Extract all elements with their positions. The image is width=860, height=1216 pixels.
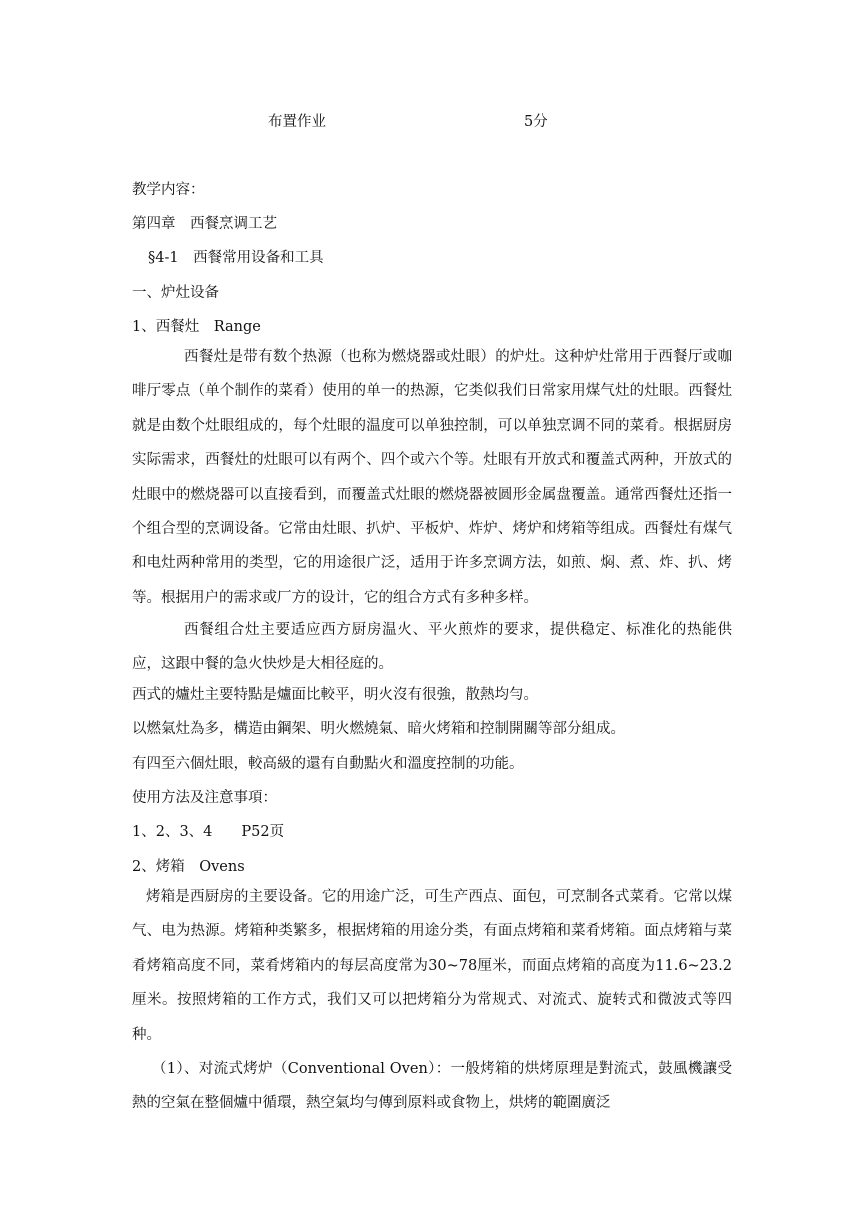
item2-title: 2、烤箱 Ovens <box>132 859 245 875</box>
chapter-heading: 第四章 西餐烹调工艺 <box>132 216 277 232</box>
item2-subitem-1: （1）、对流式烤炉（Conventional Oven）：一般烤箱的烘烤原理是對流式，鼓風機讓受熱的空氣在整個爐中循環，熱空氣均勻傳到原料或食物上，烘烤的範圍廣泛 <box>132 1061 732 1112</box>
item1-line-2: 以燃氣灶為多，構造由鋼架、明火燃燒氣、暗火烤箱和控制開關等部分組成。 <box>132 721 625 737</box>
teaching-content-label: 教学内容： <box>132 182 205 198</box>
assignment-time: 5分 <box>524 114 548 130</box>
item2-paragraph-1: 烤箱是西厨房的主要设备。它的用途广泛，可生产西点、面包，可烹制各式菜肴。它常以煤气、电为热源。烤箱种类繁多，根据烤箱的用途分类，有面点烤箱和菜肴烤箱。面点烤箱与菜肴烤箱高度不同，菜肴烤箱内的每层高度常为30~78厘米，而面点烤箱的高度为11.6~23.2厘米。按照烤箱的工作方式，我们又可以把烤箱分为常规式、对流式、旋转式和微波式等四种。 <box>132 889 732 1043</box>
usage-reference: 1、2、3、4 P52页 <box>132 824 285 840</box>
item1-line-3: 有四至六個灶眼，較高級的還有自動點火和溫度控制的功能。 <box>132 756 524 772</box>
item1-title: 1、西餐灶 Range <box>132 319 261 335</box>
item1-line-1: 西式的爐灶主要特點是爐面比較平，明火沒有很強，散熱均勻。 <box>132 687 538 703</box>
part-one-heading: 一、炉灶设备 <box>132 285 219 301</box>
section-heading: §4-1 西餐常用设备和工具 <box>148 250 324 266</box>
assignment-label: 布置作业 <box>268 114 326 130</box>
item1-paragraph-1: 西餐灶是带有数个热源（也称为燃烧器或灶眼）的炉灶。这种炉灶常用于西餐厅或咖啡厅零点（单个制作的菜肴）使用的单一的热源，它类似我们日常家用煤气灶的灶眼。西餐灶就是由数个灶眼组成的，每个灶眼的温度可以单独控制，可以单独烹调不同的菜肴。根据厨房实际需求，西餐灶的灶眼可以有两个、四个或六个等。灶眼有开放式和覆盖式两种，开放式的灶眼中的燃烧器可以直接看到，而覆盖式灶眼的燃烧器被圆形金属盘覆盖。通常西餐灶还指一个组合型的烹调设备。它常由灶眼、扒炉、平板炉、炸炉、烤炉和烤箱等组成。西餐灶有煤气和电灶两种常用的类型，它的用途很广泛，适用于许多烹调方法，如煎、焖、煮、炸、扒、烤等。根据用户的需求或厂方的设计，它的组合方式有多种多样。 <box>132 349 732 606</box>
usage-label: 使用方法及注意事項： <box>132 790 277 806</box>
item1-paragraph-2: 西餐组合灶主要适应西方厨房温火、平火煎炸的要求，提供稳定、标准化的热能供应，这跟中餐的急火快炒是大相径庭的。 <box>132 622 732 673</box>
